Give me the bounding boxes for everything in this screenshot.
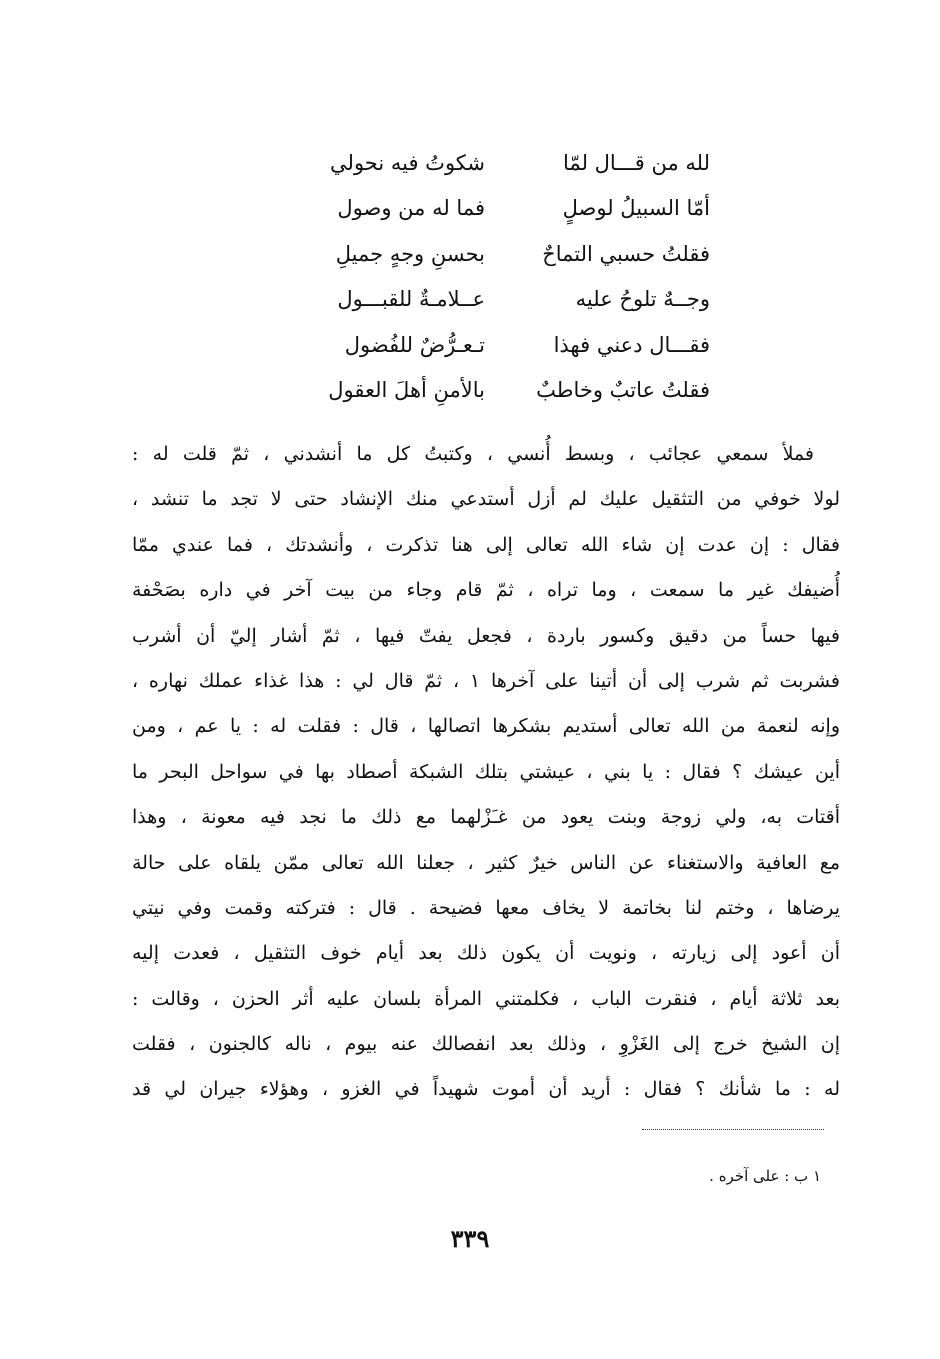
verse-second-hemistich: عــلامـةٌ للقبـــول [337,287,485,312]
poem-verse [270,186,710,232]
prose-line: أُضيفك غير ما سمعت ، وما تراه ، ثمّ قام وجاء من بيت آخر في داره بصَحْفة [132,579,840,602]
verse-second-hemistich: فما له من وصول [337,196,485,221]
prose-line: وإنه لنعمة من الله تعالى أستديم بشكرها اتصالها ، قال : فقلت له : يا عم ، ومن [132,715,840,738]
page-number: ٣٣٩ [450,1224,490,1253]
prose-line: لولا خوفي من التثقيل عليك لم أزل أستدعي منك الإنشاد حتى لا تجد ما تنشد ، [132,488,840,511]
verse-second-hemistich: شكوتُ فيه نحولي [330,150,485,175]
poem-verse [270,322,710,368]
prose-paragraph [132,432,840,1113]
poem-verse [270,140,710,186]
verse-second-hemistich: بحسنِ وجهٍ جميلِ [335,241,485,266]
prose-line: فشربت ثم شرب إلى أن أتينا على آخرها ١ ، ثمّ قال لي : هذا غذاء عملك نهاره ، [132,669,840,692]
verse-first-hemistich: فقـــال دعني فهذا [553,332,710,357]
footnote-separator [642,1129,824,1130]
prose-line: له : ما شأنك ؟ فقال : أريد أن أموت شهيداً في الغزو ، وهؤلاء جيران لي قد [132,1078,840,1101]
poem-block [270,140,710,413]
footnote: ١ ب : على آخره . [709,1167,821,1185]
verse-first-hemistich: وجــهٌ تلوحُ عليه [575,287,710,312]
prose-line: مع العافية والاستغناء عن الناس خيرٌ كثير ، جعلنا الله تعالى ممّن يلقاه على حالة [132,851,840,874]
verse-first-hemistich: فقلتُ حسبي التماحٌ [542,241,710,266]
prose-line: يرضاها ، وختم لنا بخاتمة لا يخاف معها فضيحة . قال : فتركته وقمت وفي نيتي [132,896,840,919]
poem-verse [270,368,710,414]
poem-verse [270,277,710,323]
prose-line: أين عيشك ؟ فقال : يا بني ، عيشتي بتلك الشبكة أصطاد بها في سواحل البحر ما [132,760,840,783]
prose-line: إن الشيخ خرج إلى الغَزْوِ ، وذلك بعد انفصالك عنه بيوم ، ناله كالجنون ، فقلت [132,1033,840,1056]
prose-line: فقال : إن عدت إن شاء الله تعالى إلى هنا تذكرت ، وأنشدتك ، فما عندي ممّا [132,533,840,556]
prose-line: فملأ سمعي عجائب ، وبسط أُنسي ، وكتبتُ كل ما أنشدني ، ثمّ قلت له : [132,443,814,465]
poem-verse [270,231,710,277]
verse-first-hemistich: لله من قـــال لمّا [563,150,710,175]
verse-second-hemistich: تـعـرُّضٌ للفُضول [344,332,485,357]
verse-first-hemistich: فقلتُ عاتبٌ وخاطبٌ [536,378,710,403]
verse-second-hemistich: بالأمنِ أهلَ العقول [328,378,485,403]
prose-line: أقتات به، ولي زوجة وبنت يعود من غـَزْلهما مع ذلك ما نجد فيه معونة ، وهذا [132,806,840,829]
verse-first-hemistich: أمّا السبيلُ لوصلٍ [562,196,710,221]
prose-line: أن أعود إلى زيارته ، ونويت أن يكون ذلك بعد أيام خوف التثقيل ، فعدت إليه [132,942,840,965]
prose-line: فيها حساً من دقيق وكسور باردة ، فجعل يفتّ فيها ، ثمّ أشار إليّ أن أشرب [132,624,840,647]
prose-line: بعد ثلاثة أيام ، فنقرت الباب ، فكلمتني المرأة بلسان عليه أثر الحزن ، وقالت : [132,987,840,1010]
